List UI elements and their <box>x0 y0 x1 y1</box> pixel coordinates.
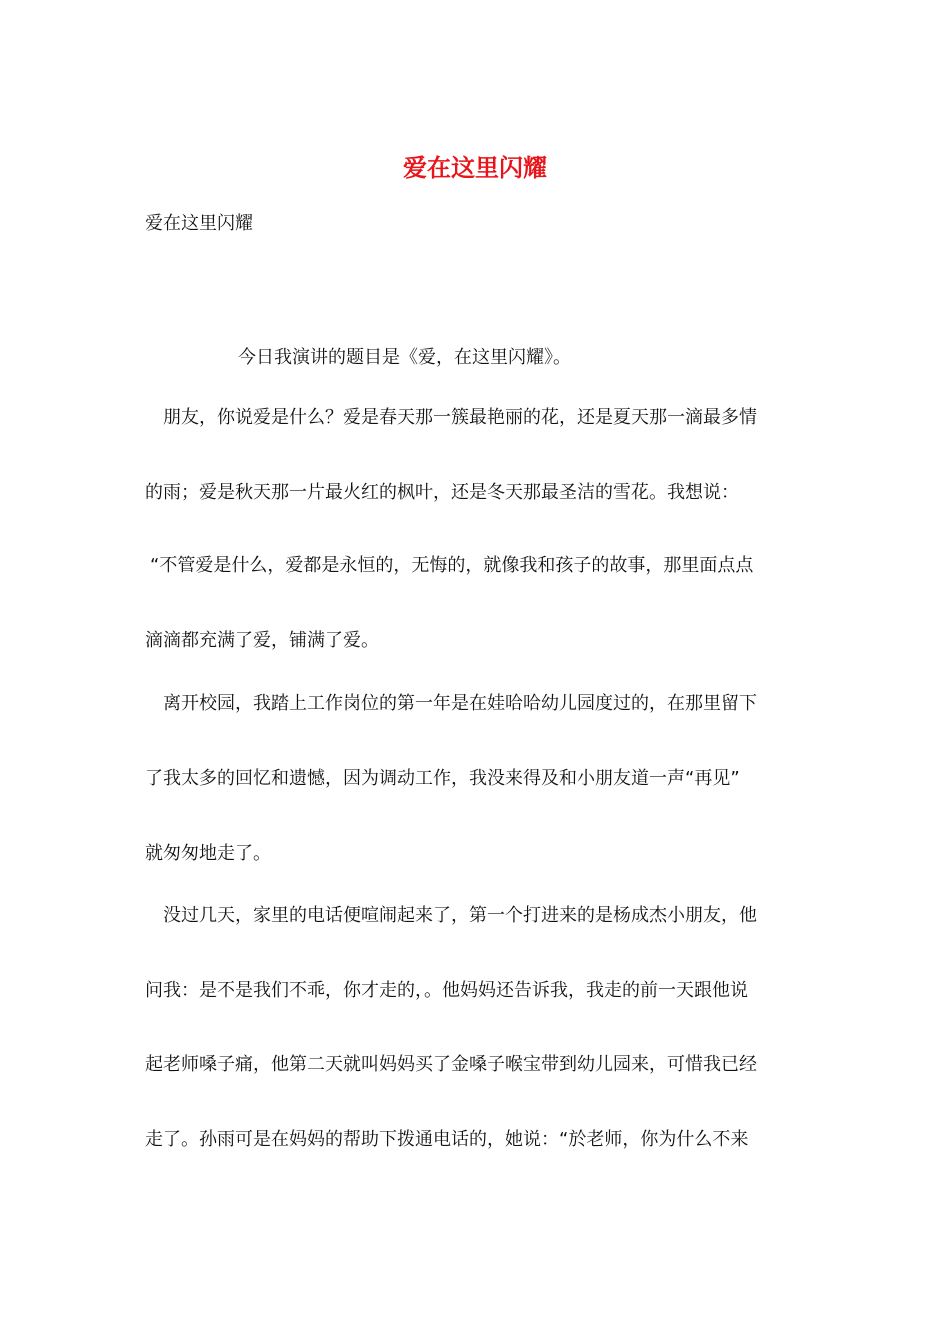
paragraph-line: 朋友，你说爱是什么？爱是春天那一簇最艳丽的花，还是夏天那一滴最多情 <box>163 407 757 428</box>
paragraph-line: 今日我演讲的题目是《爱，在这里闪耀》。 <box>238 347 571 368</box>
paragraph-line: 问我：是不是我们不乖，你才走的，。他妈妈还告诉我，我走的前一天跟他说 <box>145 980 748 1001</box>
paragraph-line: 没过几天，家里的电话便喧闹起来了，第一个打进来的是杨成杰小朋友，他 <box>163 905 757 926</box>
paragraph-line: 滴滴都充满了爱，铺满了爱。 <box>145 630 379 651</box>
paragraph-line: 起老师嗓子痛，他第二天就叫妈妈买了金嗓子喉宝带到幼儿园来，可惜我已经 <box>145 1054 757 1075</box>
paragraph-line: 的雨；爱是秋天那一片最火红的枫叶，还是冬天那最圣洁的雪花。我想说： <box>145 482 739 503</box>
paragraph-line: 就匆匆地走了。 <box>145 843 271 864</box>
document-subtitle: 爱在这里闪耀 <box>145 213 253 234</box>
document-title: 爱在这里闪耀 <box>403 153 547 182</box>
paragraph-line: 离开校园，我踏上工作岗位的第一年是在娃哈哈幼儿园度过的，在那里留下 <box>163 693 757 714</box>
paragraph-line: 走了。孙雨可是在妈妈的帮助下拨通电话的，她说：“於老师，你为什么不来 <box>145 1129 749 1150</box>
paragraph-line: “不管爱是什么，爱都是永恒的，无悔的，就像我和孩子的故事，那里面点点 <box>150 555 754 576</box>
paragraph-line: 了我太多的回忆和遗憾，因为调动工作，我没来得及和小朋友道一声“再见” <box>145 768 740 789</box>
